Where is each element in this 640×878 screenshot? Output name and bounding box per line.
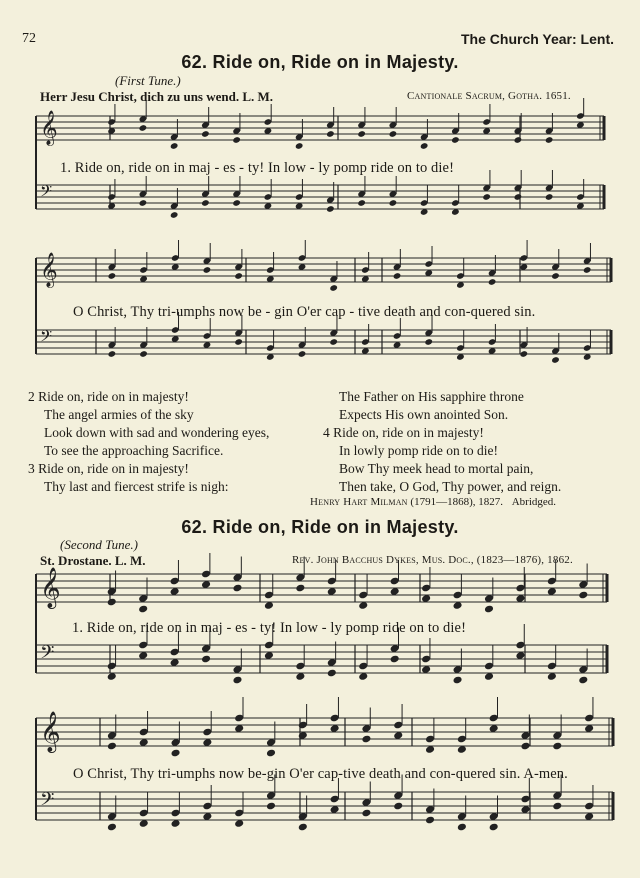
verse-line: Thy last and fiercest strife is nigh:: [44, 479, 229, 494]
note-head: [583, 266, 592, 274]
treble-clef: 𝄞: [40, 568, 61, 609]
tune-label-first: (First Tune.): [115, 73, 181, 88]
note-head: [139, 350, 148, 358]
note-head: [203, 266, 212, 274]
note-head: [107, 742, 117, 751]
treble-clef: 𝄞: [40, 252, 58, 288]
note-head: [552, 802, 562, 811]
note-head: [551, 356, 560, 364]
tune-name-first: Herr Jesu Christ, dich zu uns wend. L. M.: [40, 89, 274, 104]
note-head: [389, 199, 398, 207]
tune-source-first: Cantionale Sacrum, Gotha. 1651.: [407, 90, 571, 102]
note-head: [138, 605, 148, 614]
verse-line: Bow Thy meek head to mortal pain,: [339, 461, 534, 476]
verse-line: The Father on His sapphire throne: [339, 389, 524, 404]
note-head: [201, 655, 211, 664]
note-head: [139, 124, 148, 132]
note-head: [232, 584, 242, 593]
note-head: [108, 350, 117, 358]
note-head: [171, 749, 181, 758]
note-head: [170, 142, 179, 150]
note-head: [393, 802, 403, 811]
verse-line: Then take, O God, Thy power, and reign.: [339, 479, 562, 494]
note-head: [482, 193, 491, 201]
note-head: [420, 142, 429, 150]
note-head: [266, 749, 276, 758]
note-head: [298, 350, 307, 358]
lyric-line-1-second: 1. Ride on, ride on in maj - es - ty! In low - ly pomp ride on to die!: [72, 620, 466, 636]
hymn-title-first: 62. Ride on, Ride on in Majesty.: [181, 52, 459, 72]
note-head: [139, 199, 148, 207]
note-head: [451, 136, 460, 144]
lyric-line-2-first: O Christ, Thy tri-umphs now be - gin O'er cap - tive death and con-quered sin.: [73, 304, 536, 320]
lyric-line-1-first: 1. Ride on, ride on in maj - es - ty! In low - ly pomp ride on to die!: [60, 160, 454, 176]
bass-clef: 𝄢: [40, 788, 55, 815]
note-head: [514, 193, 523, 201]
note-head: [170, 211, 179, 219]
note-head: [389, 130, 398, 138]
note-head: [519, 350, 528, 358]
note-head: [107, 823, 117, 832]
note-head: [234, 272, 243, 280]
hymn-title-second: 62. Ride on, Ride on in Majesty.: [181, 517, 459, 537]
note-head: [232, 676, 242, 685]
note-head: [266, 802, 276, 811]
note-head: [489, 823, 499, 832]
note-head: [357, 199, 366, 207]
note-head: [390, 655, 400, 664]
bass-clef: 𝄢: [40, 641, 55, 668]
verse-line: The angel armies of the sky: [44, 407, 194, 422]
verse-line: Expects His own anointed Son.: [339, 407, 509, 422]
author-dates: (1791—1868), 1827.: [410, 496, 503, 508]
note-head: [326, 130, 335, 138]
note-head: [295, 584, 305, 593]
bass-clef: 𝄢: [40, 326, 53, 350]
verse-line: 4 Ride on, ride on in majesty!: [323, 425, 484, 440]
verse-line: Look down with sad and wondering eyes,: [44, 425, 270, 440]
note-head: [545, 193, 554, 201]
verse-line: In lowly pomp ride on to die!: [339, 443, 498, 458]
note-head: [361, 809, 371, 818]
note-head: [201, 130, 210, 138]
note-head: [298, 823, 308, 832]
note-head: [578, 676, 588, 685]
note-head: [295, 142, 304, 150]
tune-label-second: (Second Tune.): [60, 537, 138, 552]
note-head: [453, 676, 463, 685]
lyric-line-2-second: O Christ, Thy tri-umphs now be-gin O'er cap-tive death and con-quered sin. A-men.: [73, 766, 568, 782]
note-head: [107, 598, 117, 607]
note-head: [232, 136, 241, 144]
note-head: [393, 272, 402, 280]
note-head: [514, 136, 523, 144]
note-head: [425, 816, 435, 825]
note-head: [108, 272, 117, 280]
note-head: [232, 199, 241, 207]
note-head: [234, 338, 243, 346]
treble-clef: 𝄞: [40, 110, 58, 146]
verse-line: 2 Ride on, ride on in majesty!: [28, 389, 189, 404]
note-head: [329, 338, 338, 346]
note-head: [327, 669, 337, 678]
note-head: [488, 278, 497, 286]
note-head: [484, 605, 494, 614]
note-head: [520, 742, 530, 751]
note-head: [357, 130, 366, 138]
note-head: [201, 199, 210, 207]
note-head: [424, 338, 433, 346]
author-name: Henry Hart Milman: [310, 496, 408, 508]
tune-name-second: St. Drostane. L. M.: [40, 553, 146, 568]
page-number: 72: [22, 31, 36, 46]
note-head: [361, 735, 371, 744]
note-head: [578, 591, 588, 600]
note-head: [326, 205, 335, 213]
treble-clef: 𝄞: [40, 712, 61, 753]
staff-group: [36, 98, 613, 831]
note-head: [551, 272, 560, 280]
abridged-note: Abridged.: [511, 496, 557, 508]
note-head: [329, 284, 338, 292]
bass-clef: 𝄢: [40, 181, 53, 205]
note-head: [552, 742, 562, 751]
running-title: The Church Year: Lent.: [461, 31, 614, 47]
verse-line: 3 Ride on, ride on in majesty!: [28, 461, 189, 476]
note-head: [545, 136, 554, 144]
verse-line: To see the approaching Sacrifice.: [44, 443, 224, 458]
composer-credit: Rev. John Bacchus Dykes, Mus. Doc., (1823—1876), 1862.: [292, 554, 573, 566]
note-head: [457, 823, 467, 832]
